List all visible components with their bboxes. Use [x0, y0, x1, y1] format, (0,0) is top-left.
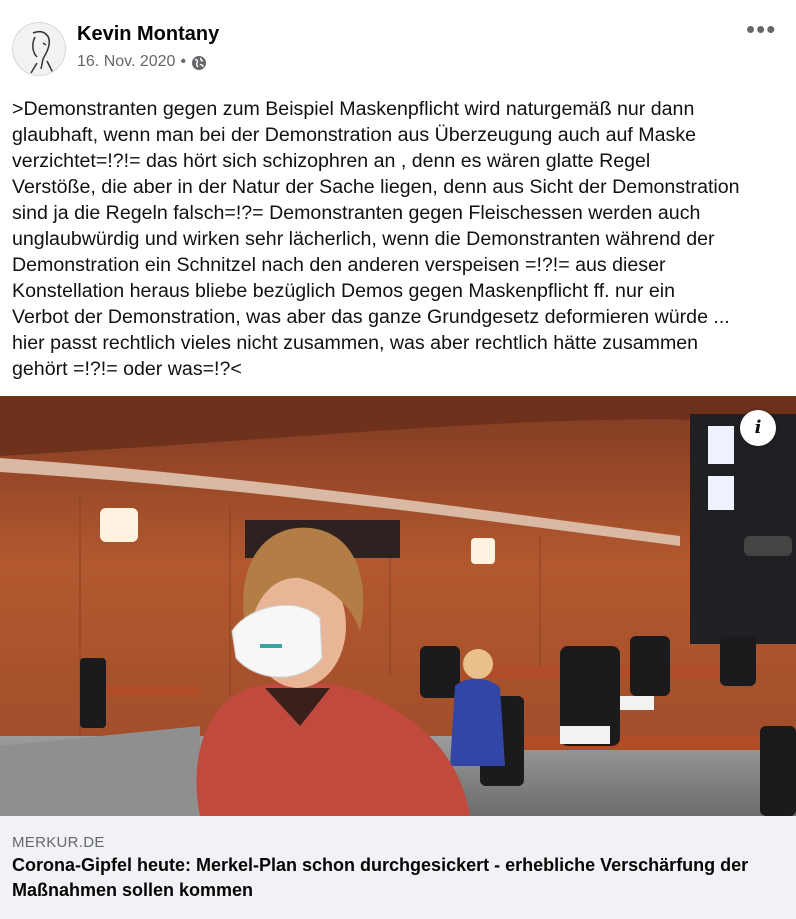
post-header — [0, 0, 796, 86]
avatar[interactable] — [12, 22, 66, 76]
link-domain: MERKUR.DE — [12, 834, 105, 851]
post-date[interactable]: 16. Nov. 2020 — [77, 53, 176, 70]
link-preview[interactable] — [0, 816, 796, 919]
meta-separator: • — [180, 53, 187, 70]
more-options-icon[interactable]: ••• — [746, 14, 777, 44]
post-text: >Demonstranten gegen zum Beispiel Maskenpflicht wird naturgemäß nur dann glaubhaft, wenn man bei der Demonstration aus Überzeugung auch auf Maske verzichtet=!?!= das hört sich schizophren an , denn es wären glatte Regel Verstöße, die aber in der Natur der Sache liegen, denn aus Sicht der Demonstration sind ja die Regeln falsch=!?= Demonstranten gegen Fleischessen werden auch unglaubwürdig und wirken sehr lächerlich, wenn die Demonstranten während der Demonstration ein Schnitzel nach den anderen verspeisen =!?!= aus dieser Konstellation heraus bliebe bezüglich Demos gegen Maskenpflicht ff. nur ein Verbot der Demonstration, was aber das ganze Grundgesetz deformieren würde ... hier passt rechtlich vieles nicht zusammen, was aber rechtlich hätte zusammen gehört =!?!= oder was=!?< — [12, 98, 740, 380]
globe-icon[interactable] — [191, 55, 207, 71]
post-meta — [77, 53, 207, 71]
link-title[interactable]: Corona-Gipfel heute: Merkel-Plan schon durchgesickert - erhebliche Verschärfung der Maßnahmen sollen kommen — [12, 855, 749, 900]
photo-scene — [0, 396, 796, 816]
author-name[interactable]: Kevin Montany — [77, 23, 220, 45]
info-icon[interactable]: i — [740, 410, 776, 446]
avatar-sketch-icon — [13, 23, 66, 76]
post-photo[interactable] — [0, 396, 796, 816]
